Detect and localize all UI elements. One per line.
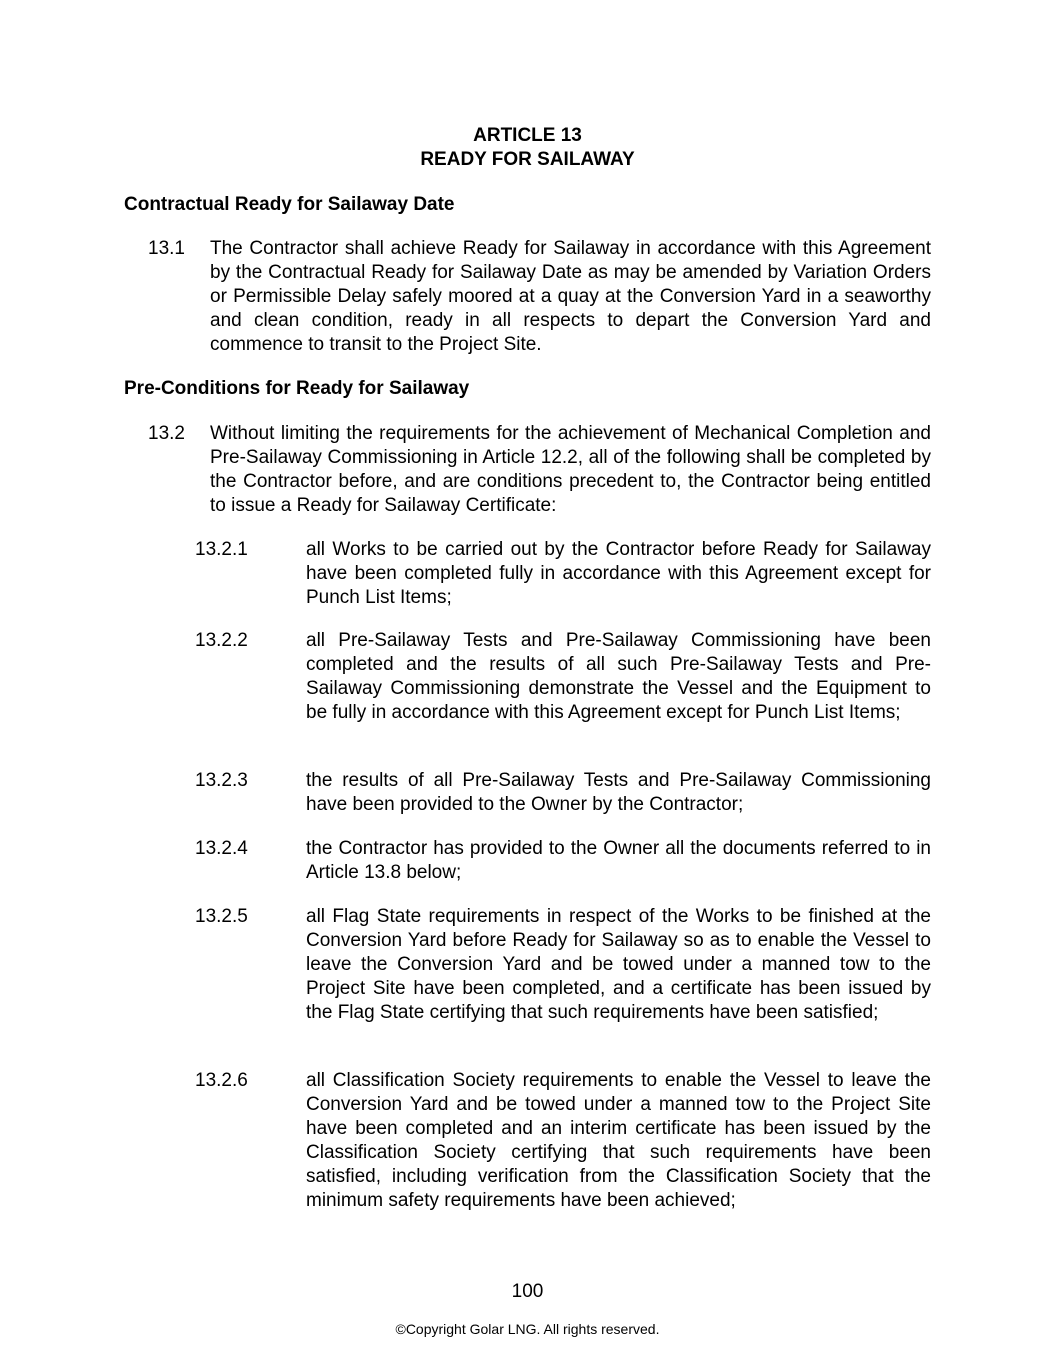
- clause-13-1: [148, 237, 931, 357]
- section-heading: Contractual Ready for Sailaway Date: [124, 194, 455, 215]
- page-number: 100: [511, 1281, 544, 1302]
- subclause-13-2-4: [195, 837, 931, 885]
- copyright-notice: ©Copyright Golar LNG. All rights reserved.: [395, 1321, 660, 1337]
- subclause-number: 13.2.2: [195, 630, 248, 651]
- subclause-13-2-2: [195, 629, 931, 725]
- subclause-number: 13.2.3: [195, 770, 248, 791]
- subclause-number: 13.2.6: [195, 1070, 248, 1091]
- subclause-number: 13.2.1: [195, 539, 248, 560]
- subclause-number: 13.2.5: [195, 906, 248, 927]
- article-number: ARTICLE 13: [473, 125, 582, 146]
- subclause-text: all Flag State requirements in respect of the Works to be finished at the Conversion Yard before Ready for Sailaway so as to enable the Vessel to leave the Conversion Yard and be towed under a manned tow to the Project Site have been completed, and a certificate has been issued by the Flag State certifying that such requirements have been satisfied;: [306, 906, 931, 1023]
- article-title: READY FOR SAILAWAY: [420, 149, 635, 170]
- clause-text: Without limiting the requirements for the achievement of Mechanical Completion and Pre-Sailaway Commissioning in Article 12.2, all of the following shall be completed by the Contractor before, and are conditions precedent to, the Contractor being entitled to issue a Ready for Sailaway Certificate:: [210, 423, 931, 516]
- subclause-text: all Works to be carried out by the Contractor before Ready for Sailaway have been completed fully in accordance with this Agreement except for Punch List Items;: [306, 539, 931, 608]
- clause-number: 13.1: [148, 238, 185, 259]
- clause-13-2: [148, 422, 931, 518]
- subclause-text: all Classification Society requirements to enable the Vessel to leave the Conversion Yard and be towed under a manned tow to the Project Site have been completed and an interim certificate has been issued by the Classification Society certifying that such requirements have been satisfied, including verification from the Classification Society that the minimum safety requirements have been achieved;: [306, 1070, 931, 1211]
- subclause-text: all Pre-Sailaway Tests and Pre-Sailaway Commissioning have been completed and the results of all such Pre-Sailaway Tests and Pre-Sailaway Commissioning demonstrate the Vessel and the Equipment to be fully in accordance with this Agreement except for Punch List Items;: [306, 630, 931, 723]
- article-title-block: [0, 124, 1055, 172]
- subclause-13-2-6: [195, 1069, 931, 1213]
- section-heading: Pre-Conditions for Ready for Sailaway: [124, 378, 470, 399]
- clause-text: The Contractor shall achieve Ready for Sailaway in accordance with this Agreement by the Contractual Ready for Sailaway Date as may be amended by Variation Orders or Permissible Delay safely moored at a quay at the Conversion Yard in a seaworthy and clean condition, ready in all respects to depart the Conversion Yard and commence to transit to the Project Site.: [210, 238, 931, 355]
- subclause-13-2-3: [195, 769, 931, 817]
- subclause-13-2-5: [195, 905, 931, 1025]
- subclause-text: the results of all Pre-Sailaway Tests and Pre-Sailaway Commissioning have been provided to the Owner by the Contractor;: [306, 770, 931, 815]
- subclause-text: the Contractor has provided to the Owner all the documents referred to in Article 13.8 below;: [306, 838, 931, 883]
- subclause-number: 13.2.4: [195, 838, 248, 859]
- subclause-13-2-1: [195, 538, 931, 610]
- clause-number: 13.2: [148, 423, 185, 444]
